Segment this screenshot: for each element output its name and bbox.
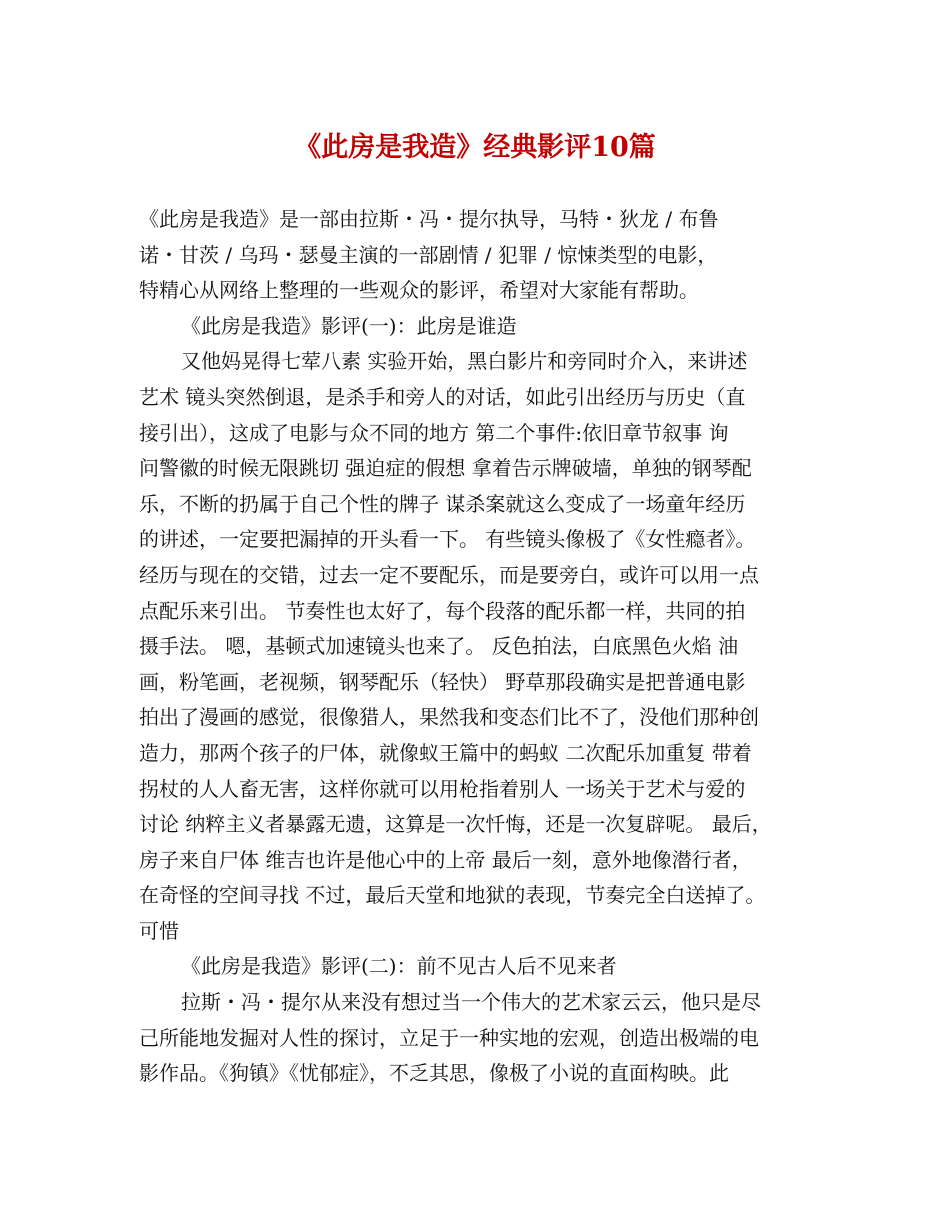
text-line: 诺・甘茨 / 乌玛・瑟曼主演的一部剧情 / 犯罪 / 惊悚类型的电影， [139, 242, 718, 267]
text-line: 艺术 镜头突然倒退，是杀手和旁人的对话，如此引出经历与历史（直 [139, 384, 746, 409]
review-heading-2: 《此房是我造》影评(二)：前不见古人后不见来者 [181, 954, 617, 979]
text-line: 接引出），这成了电影与众不同的地方 第二个事件:依旧章节叙事 询 [139, 420, 729, 445]
review-1-paragraph [139, 344, 819, 949]
review-heading-1: 《此房是我造》影评(一)：此房是谁造 [181, 313, 517, 338]
text-line: 摄手法。 嗯，基顿式加速镜头也来了。 反色拍法，白底黑色火焰 油 [139, 634, 739, 659]
intro-paragraph [139, 202, 819, 309]
text-line: 可惜 [139, 918, 179, 943]
text-line: 房子来自尸体 维吉也许是他心中的上帝 最后一刻，意外地像潜行者， [139, 847, 752, 872]
text-line: 画，粉笔画，老视频，钢琴配乐（轻快） 野草那段确实是把普通电影 [139, 669, 746, 694]
text-line: 拍出了漫画的感觉，很像猎人，果然我和变态们比不了，没他们那种创 [139, 705, 759, 730]
text-line: 影作品。《狗镇》《忧郁症》，不乏其思，像极了小说的直面构映。此 [139, 1061, 729, 1086]
text-line: 拐杖的人人畜无害，这样你就可以用枪指着别人 一场关于艺术与爱的 [139, 776, 746, 801]
text-line: 的讲述，一定要把漏掉的开头看一下。 有些镜头像极了《女性瘾者》。 [139, 527, 756, 552]
text-line: 经历与现在的交错，过去一定不要配乐，而是要旁白，或许可以用一点 [139, 562, 759, 587]
text-line: 点配乐来引出。 节奏性也太好了，每个段落的配乐都一样，共同的拍 [139, 598, 746, 623]
text-line: 特精心从网络上整理的一些观众的影评，希望对大家能有帮助。 [139, 278, 699, 303]
review-2-paragraph [139, 985, 819, 1092]
document-body [139, 202, 819, 1092]
text-line: 己所能地发掘对人性的探讨，立足于一种实地的宏观，创造出极端的电 [139, 1025, 759, 1050]
text-line: 拉斯・冯・提尔从来没有想过当一个伟大的艺术家云云，他只是尽 [181, 990, 761, 1015]
text-line: 在奇怪的空间寻找 不过，最后天堂和地狱的表现，节奏完全白送掉了。 [139, 883, 766, 908]
text-line: 讨论 纳粹主义者暴露无遗，这算是一次忏悔，还是一次复辟呢。 最后， [139, 812, 772, 837]
text-line: 又他妈晃得七荤八素 实验开始，黑白影片和旁同时介入，来讲述 [181, 349, 748, 374]
document-title: 《此房是我造》经典影评10篇 [294, 132, 656, 163]
text-line: 造力，那两个孩子的尸体，就像蚁王篇中的蚂蚁 二次配乐加重复 带着 [139, 740, 752, 765]
text-line: 乐，不断的扔属于自己个性的牌子 谋杀案就这么变成了一场童年经历 [139, 491, 746, 516]
text-line: 《此房是我造》是一部由拉斯・冯・提尔执导，马特・狄龙 / 布鲁 [139, 207, 719, 231]
text-line: 问警徽的时候无限跳切 强迫症的假想 拿着告示牌破墙，单独的钢琴配 [139, 456, 752, 481]
